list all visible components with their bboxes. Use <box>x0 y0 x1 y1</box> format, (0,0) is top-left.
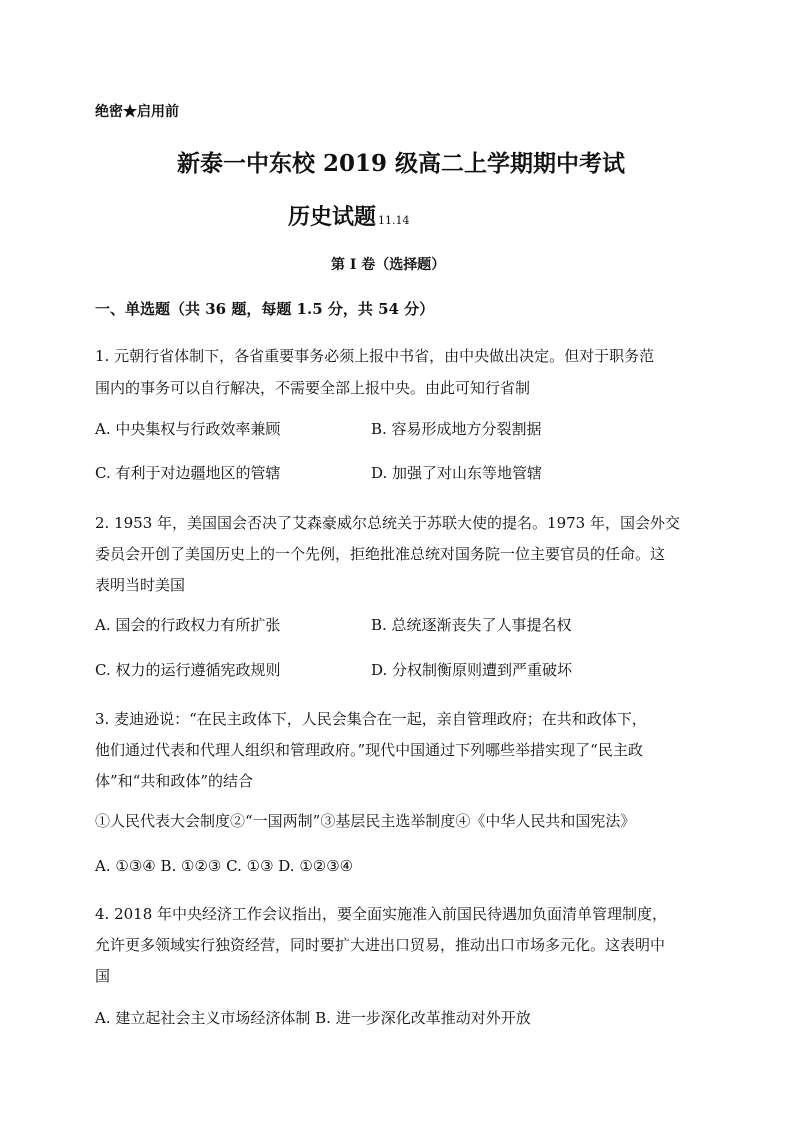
exam-title: 新泰一中东校 2019 级高二上学期期中考试 <box>177 150 626 177</box>
question-2-option-b: B. 总统逐渐丧失了人事提名权 <box>371 616 572 634</box>
question-1-stem-line-1: 1. 元朝行省体制下，各省重要事务必须上报中书省，由中央做出决定。但对于职务范 <box>95 347 655 365</box>
volume-heading: 第 I 卷（选择题） <box>331 257 446 273</box>
section-heading: 一、单选题（共 36 题，每题 1.5 分，共 54 分） <box>95 300 435 318</box>
question-1-option-d: D. 加强了对山东等地管辖 <box>371 464 543 482</box>
question-3-stem-line-1: 3. 麦迪逊说：“在民主政体下，人民会集合在一起，亲自管理政府；在共和政体下， <box>95 710 647 728</box>
subject-title: 历史试题 <box>288 204 377 230</box>
question-1-stem-line-2: 围内的事务可以自行解决，不需要全部上报中央。由此可知行省制 <box>95 379 531 397</box>
question-2-stem-line-2: 委员会开创了美国历史上的一个先例，拒绝批准总统对国务院一位主要官员的任命。这 <box>95 545 666 563</box>
question-1-option-c: C. 有利于对边疆地区的管辖 <box>95 464 281 482</box>
question-4-stem-line-1: 4. 2018 年中央经济工作会议指出，要全面实施准入前国民待遇加负面清单管理制度， <box>95 905 668 923</box>
exam-date: 11.14 <box>378 214 410 227</box>
question-4-stem-line-3: 国 <box>95 967 111 985</box>
question-2-stem-line-3: 表明当时美国 <box>95 576 186 594</box>
question-3-options: A. ①③④ B. ①②③ C. ①③ D. ①②③④ <box>95 857 354 875</box>
question-2-stem-line-1: 2. 1953 年，美国国会否决了艾森豪威尔总统关于苏联大使的提名。1973 年，国会外交 <box>95 514 680 532</box>
question-3-stem-line-3: 体”和“共和政体”的结合 <box>95 772 254 790</box>
question-2-option-a: A. 国会的行政权力有所扩张 <box>95 616 281 634</box>
secret-label: 绝密★启用前 <box>95 104 179 120</box>
question-3-items: ①人民代表大会制度②“一国两制”③基层民主选举制度④《中华人民共和国宪法》 <box>95 812 636 830</box>
question-3-stem-line-2: 他们通过代表和代理人组织和管理政府。”现代中国通过下列哪些举措实现了“民主政 <box>95 741 643 759</box>
question-1-option-b: B. 容易形成地方分裂割据 <box>371 420 542 438</box>
question-4-options: A. 建立起社会主义市场经济体制 B. 进一步深化改革推动对外开放 <box>95 1009 531 1027</box>
question-1-option-a: A. 中央集权与行政效率兼顾 <box>95 420 281 438</box>
exam-subtitle <box>288 203 410 235</box>
question-4-stem-line-2: 允许更多领域实行独资经营，同时要扩大进出口贸易，推动出口市场多元化。这表明中 <box>95 936 666 954</box>
question-2-option-c: C. 权力的运行遵循宪政规则 <box>95 661 281 679</box>
question-2-option-d: D. 分权制衡原则遭到严重破坏 <box>371 661 573 679</box>
